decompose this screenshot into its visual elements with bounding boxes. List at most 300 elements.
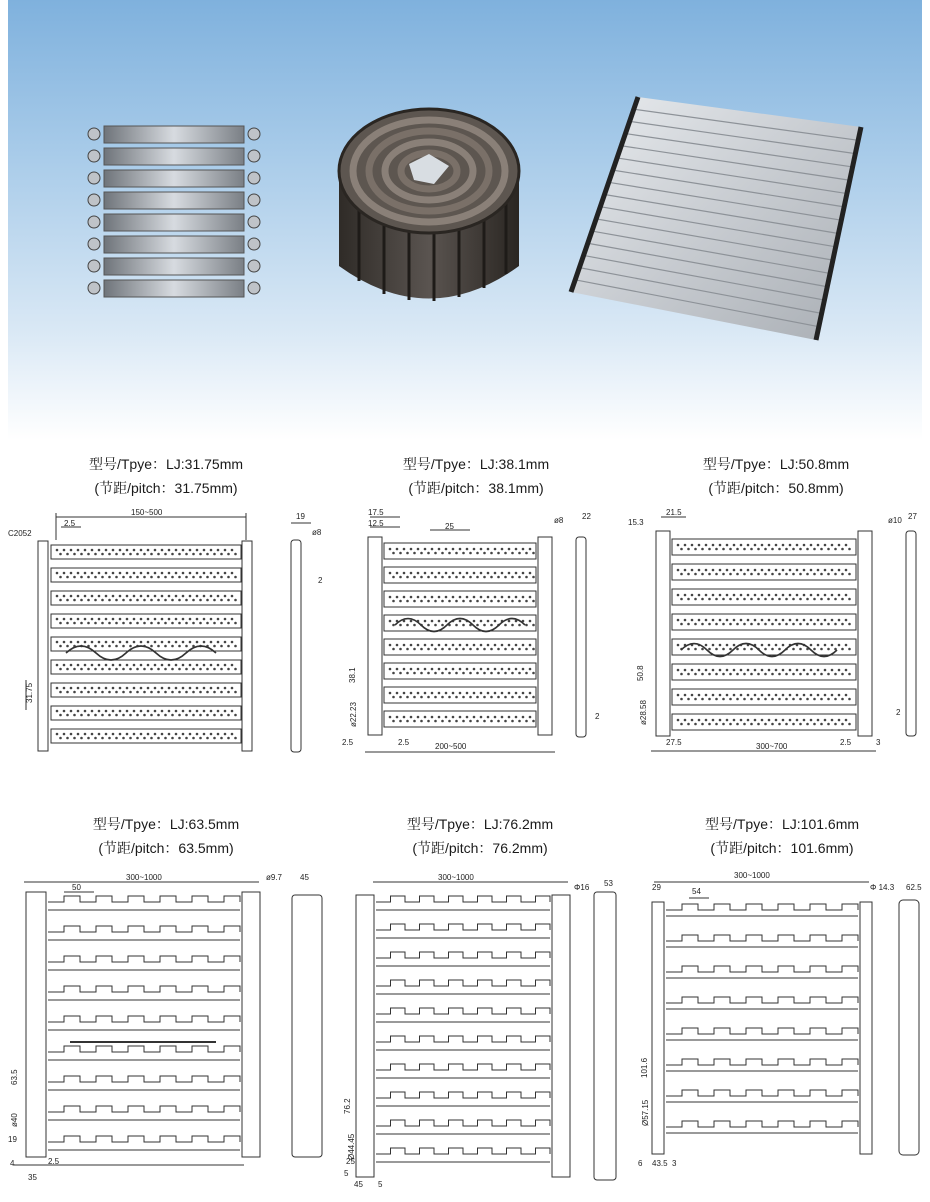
plate-hole bbox=[392, 576, 395, 579]
plate-hole bbox=[112, 572, 115, 575]
plate-edge bbox=[666, 904, 858, 910]
plate-hole bbox=[420, 648, 423, 651]
plate-hole bbox=[501, 668, 504, 671]
plate-hole bbox=[501, 596, 504, 599]
plate-hole bbox=[441, 600, 444, 603]
plate-hole bbox=[799, 648, 802, 651]
plate-hole bbox=[175, 710, 178, 713]
plate-hole bbox=[831, 644, 834, 647]
plate-hole bbox=[168, 641, 171, 644]
plate-hole bbox=[827, 598, 830, 601]
model-title: 型号/Tpye：LJ:101.6mm bbox=[704, 816, 860, 832]
plate-hole bbox=[175, 549, 178, 552]
plate-hole bbox=[136, 691, 139, 694]
plate-hole bbox=[490, 672, 493, 675]
plate-hole bbox=[487, 620, 490, 623]
dim-label: 27.5 bbox=[666, 738, 682, 747]
plate-hole bbox=[743, 598, 746, 601]
plate-hole bbox=[764, 598, 767, 601]
plate-hole bbox=[231, 664, 234, 667]
plate-hole bbox=[115, 691, 118, 694]
plate-hole bbox=[708, 573, 711, 576]
plate-hole bbox=[217, 549, 220, 552]
plate-hole bbox=[424, 716, 427, 719]
dim-label: 5 bbox=[378, 1180, 383, 1188]
plate-hole bbox=[761, 544, 764, 547]
plate-hole bbox=[452, 548, 455, 551]
plate-hole bbox=[94, 576, 97, 579]
plate-hole bbox=[119, 687, 122, 690]
plate-hole bbox=[497, 648, 500, 651]
plate-hole bbox=[112, 710, 115, 713]
plate-hole bbox=[224, 664, 227, 667]
plate-hole bbox=[733, 644, 736, 647]
plate-hole bbox=[764, 673, 767, 676]
plate-hole bbox=[715, 573, 718, 576]
plate-hole bbox=[101, 553, 104, 556]
chain-plate bbox=[104, 148, 244, 165]
plate-hole bbox=[768, 669, 771, 672]
plate-hole bbox=[750, 648, 753, 651]
plate-hole bbox=[698, 719, 701, 722]
plate-hole bbox=[399, 720, 402, 723]
plate-hole bbox=[469, 672, 472, 675]
plate-hole bbox=[112, 618, 115, 621]
plate-hole bbox=[466, 668, 469, 671]
plate-hole bbox=[459, 644, 462, 647]
plate-hole bbox=[810, 644, 813, 647]
plate-hole bbox=[445, 620, 448, 623]
plate-hole bbox=[733, 569, 736, 572]
plate-hole bbox=[154, 733, 157, 736]
plate-hole bbox=[483, 672, 486, 675]
plate-hole bbox=[743, 723, 746, 726]
plate-hole bbox=[220, 645, 223, 648]
plate-hole bbox=[112, 549, 115, 552]
plate-hole bbox=[87, 553, 90, 556]
plate-hole bbox=[757, 723, 760, 726]
plate-hole bbox=[813, 648, 816, 651]
plate-hole bbox=[441, 552, 444, 555]
plate-hole bbox=[473, 716, 476, 719]
plate-hole bbox=[525, 600, 528, 603]
model-title: 型号/Tpye：LJ:50.8mm bbox=[702, 456, 850, 472]
plate-hole bbox=[459, 692, 462, 695]
plate-hole bbox=[129, 737, 132, 740]
plate-hole bbox=[143, 599, 146, 602]
chain-roller bbox=[248, 216, 260, 228]
plate-hole bbox=[210, 572, 213, 575]
technical-drawing-lj38-1 bbox=[340, 505, 620, 760]
plate-hole bbox=[231, 641, 234, 644]
plate-hole bbox=[785, 723, 788, 726]
dim-label: 19 bbox=[8, 1135, 17, 1144]
plate-hole bbox=[522, 692, 525, 695]
plate-hole bbox=[154, 710, 157, 713]
plate-hole bbox=[406, 552, 409, 555]
plate-edge bbox=[48, 1046, 240, 1052]
plate-hole bbox=[192, 622, 195, 625]
plate-hole bbox=[178, 553, 181, 556]
plate-hole bbox=[782, 569, 785, 572]
plate-hole bbox=[810, 669, 813, 672]
plate-hole bbox=[532, 624, 535, 627]
plate-hole bbox=[178, 622, 181, 625]
plate-hole bbox=[220, 622, 223, 625]
plate-hole bbox=[747, 544, 750, 547]
plate-hole bbox=[126, 687, 129, 690]
plate-hole bbox=[778, 698, 781, 701]
plate-hole bbox=[224, 595, 227, 598]
plate-hole bbox=[126, 710, 129, 713]
plate-hole bbox=[192, 553, 195, 556]
plate-hole bbox=[63, 549, 66, 552]
plate-hole bbox=[494, 596, 497, 599]
chain-roller bbox=[88, 128, 100, 140]
plate-edge bbox=[666, 997, 858, 1003]
plate-hole bbox=[834, 573, 837, 576]
dim-label: 2.5 bbox=[48, 1157, 60, 1166]
plate-outline bbox=[51, 591, 241, 605]
plate-hole bbox=[161, 595, 164, 598]
plate-hole bbox=[715, 648, 718, 651]
plate-hole bbox=[796, 669, 799, 672]
plate-hole bbox=[522, 548, 525, 551]
plate-hole bbox=[80, 668, 83, 671]
plate-hole bbox=[529, 692, 532, 695]
plate-hole bbox=[747, 694, 750, 697]
plate-hole bbox=[126, 572, 129, 575]
dim-label: 5 bbox=[344, 1169, 349, 1178]
plate-hole bbox=[750, 723, 753, 726]
plate-hole bbox=[129, 599, 132, 602]
plate-hole bbox=[841, 673, 844, 676]
plate-hole bbox=[178, 599, 181, 602]
plate-hole bbox=[231, 687, 234, 690]
plate-hole bbox=[511, 576, 514, 579]
plate-hole bbox=[462, 624, 465, 627]
plate-hole bbox=[133, 687, 136, 690]
plate-hole bbox=[234, 691, 237, 694]
plate-hole bbox=[175, 687, 178, 690]
plate-hole bbox=[171, 737, 174, 740]
plate-hole bbox=[743, 623, 746, 626]
plate-hole bbox=[452, 716, 455, 719]
plate-hole bbox=[105, 687, 108, 690]
plate-hole bbox=[438, 596, 441, 599]
plate-hole bbox=[182, 733, 185, 736]
plate-hole bbox=[70, 710, 73, 713]
model-title: 型号/Tpye：LJ:38.1mm bbox=[402, 456, 550, 472]
plate-hole bbox=[757, 698, 760, 701]
plate-hole bbox=[399, 696, 402, 699]
plate-hole bbox=[677, 619, 680, 622]
plate-hole bbox=[494, 548, 497, 551]
plate-hole bbox=[56, 641, 59, 644]
plate-hole bbox=[796, 544, 799, 547]
plate-hole bbox=[234, 576, 237, 579]
plate-hole bbox=[487, 572, 490, 575]
plate-hole bbox=[220, 599, 223, 602]
plate-hole bbox=[677, 644, 680, 647]
plate-hole bbox=[757, 598, 760, 601]
plate-hole bbox=[831, 569, 834, 572]
plate-hole bbox=[455, 720, 458, 723]
plate-hole bbox=[231, 618, 234, 621]
plate-hole bbox=[234, 714, 237, 717]
plate-hole bbox=[729, 573, 732, 576]
plate-hole bbox=[234, 553, 237, 556]
plate-hole bbox=[511, 648, 514, 651]
plate-hole bbox=[234, 622, 237, 625]
plate-hole bbox=[389, 716, 392, 719]
plate-hole bbox=[452, 668, 455, 671]
plate-hole bbox=[740, 694, 743, 697]
dim-label: 22 bbox=[582, 512, 591, 521]
plate-hole bbox=[84, 687, 87, 690]
plate-hole bbox=[220, 668, 223, 671]
plate-hole bbox=[157, 668, 160, 671]
plate-hole bbox=[820, 723, 823, 726]
dim-label: Φ 14.3 bbox=[870, 883, 895, 892]
plate-hole bbox=[845, 619, 848, 622]
plate-hole bbox=[817, 594, 820, 597]
plate-hole bbox=[441, 624, 444, 627]
plate-hole bbox=[392, 624, 395, 627]
plate-hole bbox=[820, 548, 823, 551]
plate-hole bbox=[775, 669, 778, 672]
model-caption-lj101-6 bbox=[632, 812, 930, 860]
plate-hole bbox=[691, 594, 694, 597]
plate-hole bbox=[445, 716, 448, 719]
plate-hole bbox=[217, 733, 220, 736]
plate-hole bbox=[59, 691, 62, 694]
plate-hole bbox=[827, 623, 830, 626]
plate-hole bbox=[154, 664, 157, 667]
plate-hole bbox=[532, 720, 535, 723]
plate-hole bbox=[56, 687, 59, 690]
plate-edge bbox=[666, 935, 858, 941]
plate-hole bbox=[768, 644, 771, 647]
plate-hole bbox=[157, 599, 160, 602]
plate-hole bbox=[59, 668, 62, 671]
plate-outline bbox=[51, 729, 241, 743]
model-caption-lj63-5 bbox=[16, 812, 316, 860]
plate-hole bbox=[80, 622, 83, 625]
plate-hole bbox=[108, 714, 111, 717]
plate-hole bbox=[87, 691, 90, 694]
plate-hole bbox=[217, 572, 220, 575]
plate-hole bbox=[817, 644, 820, 647]
plate-hole bbox=[501, 716, 504, 719]
plate-outline bbox=[384, 639, 536, 655]
plate-hole bbox=[768, 594, 771, 597]
plate-hole bbox=[750, 573, 753, 576]
plate-hole bbox=[736, 598, 739, 601]
plate-hole bbox=[87, 737, 90, 740]
plate-hole bbox=[701, 598, 704, 601]
plate-hole bbox=[66, 645, 69, 648]
plate-hole bbox=[687, 673, 690, 676]
plate-hole bbox=[213, 691, 216, 694]
dim-label: 29 bbox=[652, 883, 661, 892]
plate-hole bbox=[438, 620, 441, 623]
plate-hole bbox=[185, 553, 188, 556]
plate-hole bbox=[227, 576, 230, 579]
plate-hole bbox=[476, 576, 479, 579]
plate-hole bbox=[389, 596, 392, 599]
plate-hole bbox=[511, 600, 514, 603]
plate-hole bbox=[182, 549, 185, 552]
plate-hole bbox=[504, 672, 507, 675]
plate-hole bbox=[698, 694, 701, 697]
plate-hole bbox=[684, 544, 687, 547]
plate-hole bbox=[126, 733, 129, 736]
plate-hole bbox=[722, 648, 725, 651]
plate-hole bbox=[171, 691, 174, 694]
plate-hole bbox=[736, 623, 739, 626]
plate-hole bbox=[778, 598, 781, 601]
plate-hole bbox=[147, 641, 150, 644]
plate-hole bbox=[532, 576, 535, 579]
plate-hole bbox=[838, 669, 841, 672]
dim-label: Ø44.45 bbox=[347, 1133, 356, 1160]
plate-hole bbox=[154, 572, 157, 575]
plate-hole bbox=[182, 618, 185, 621]
plate-hole bbox=[719, 569, 722, 572]
plate-hole bbox=[705, 619, 708, 622]
plate-hole bbox=[122, 576, 125, 579]
plate-hole bbox=[420, 672, 423, 675]
dim-label: 27 bbox=[908, 512, 917, 521]
plate-hole bbox=[136, 714, 139, 717]
dim-label: ø28.58 bbox=[639, 700, 648, 725]
plate-hole bbox=[122, 553, 125, 556]
plate-hole bbox=[687, 548, 690, 551]
plate-hole bbox=[715, 548, 718, 551]
plate-hole bbox=[761, 569, 764, 572]
plate-outline bbox=[384, 543, 536, 559]
plate-hole bbox=[820, 648, 823, 651]
plate-edge bbox=[376, 980, 550, 986]
plate-hole bbox=[459, 596, 462, 599]
plate-hole bbox=[399, 576, 402, 579]
plate-hole bbox=[775, 619, 778, 622]
plate-hole bbox=[389, 572, 392, 575]
plate-hole bbox=[796, 569, 799, 572]
plate-hole bbox=[736, 573, 739, 576]
plate-hole bbox=[224, 641, 227, 644]
plate-hole bbox=[726, 594, 729, 597]
plate-hole bbox=[827, 698, 830, 701]
plate-hole bbox=[473, 644, 476, 647]
plate-hole bbox=[224, 733, 227, 736]
plate-hole bbox=[434, 576, 437, 579]
plate-hole bbox=[224, 572, 227, 575]
plate-hole bbox=[778, 548, 781, 551]
plate-hole bbox=[806, 598, 809, 601]
plate-hole bbox=[182, 595, 185, 598]
plate-hole bbox=[136, 737, 139, 740]
plate-hole bbox=[143, 576, 146, 579]
plate-hole bbox=[705, 719, 708, 722]
plate-hole bbox=[129, 576, 132, 579]
plate-hole bbox=[448, 600, 451, 603]
plate-hole bbox=[733, 669, 736, 672]
plate-hole bbox=[764, 698, 767, 701]
plate-hole bbox=[715, 673, 718, 676]
plate-hole bbox=[185, 714, 188, 717]
plate-hole bbox=[224, 710, 227, 713]
model-title: 型号/Tpye：LJ:76.2mm bbox=[406, 816, 554, 832]
plate-hole bbox=[84, 595, 87, 598]
plate-hole bbox=[417, 596, 420, 599]
model-pitch: (节距/pitch：76.2mm) bbox=[412, 840, 548, 856]
plate-hole bbox=[775, 644, 778, 647]
plate-hole bbox=[213, 714, 216, 717]
plate-hole bbox=[406, 624, 409, 627]
plate-hole bbox=[147, 664, 150, 667]
plate-hole bbox=[199, 553, 202, 556]
plate-hole bbox=[56, 549, 59, 552]
dim-label: 2.5 bbox=[398, 738, 410, 747]
plate-hole bbox=[469, 720, 472, 723]
plate-hole bbox=[740, 594, 743, 597]
plate-hole bbox=[761, 719, 764, 722]
plate-hole bbox=[462, 576, 465, 579]
plate-edge bbox=[376, 1036, 550, 1042]
plate-hole bbox=[462, 720, 465, 723]
plate-hole bbox=[77, 687, 80, 690]
plate-hole bbox=[210, 710, 213, 713]
plate-hole bbox=[719, 669, 722, 672]
dim-label: 19 bbox=[296, 512, 305, 521]
plate-hole bbox=[129, 668, 132, 671]
dim-label: 12.5 bbox=[368, 519, 384, 528]
plate-hole bbox=[448, 552, 451, 555]
plate-hole bbox=[483, 648, 486, 651]
plate-hole bbox=[810, 619, 813, 622]
plate-hole bbox=[789, 669, 792, 672]
plate-hole bbox=[84, 641, 87, 644]
plate-hole bbox=[424, 548, 427, 551]
plate-hole bbox=[119, 664, 122, 667]
plate-hole bbox=[403, 644, 406, 647]
plate-hole bbox=[750, 623, 753, 626]
plate-hole bbox=[171, 714, 174, 717]
plate-hole bbox=[140, 572, 143, 575]
plate-hole bbox=[445, 572, 448, 575]
rolled-chain-plate-belt-photo bbox=[334, 96, 524, 316]
plate-outline bbox=[672, 539, 856, 555]
dim-label: ø22.23 bbox=[349, 702, 358, 727]
plate-edge bbox=[48, 1136, 240, 1142]
plate-hole bbox=[705, 544, 708, 547]
plate-hole bbox=[841, 648, 844, 651]
plate-hole bbox=[764, 623, 767, 626]
plate-hole bbox=[715, 723, 718, 726]
plate-hole bbox=[817, 619, 820, 622]
plate-hole bbox=[712, 719, 715, 722]
plate-hole bbox=[217, 618, 220, 621]
plate-hole bbox=[220, 737, 223, 740]
plate-hole bbox=[189, 641, 192, 644]
plate-hole bbox=[848, 723, 851, 726]
plate-hole bbox=[161, 733, 164, 736]
plate-hole bbox=[525, 696, 528, 699]
dim-label: 2.5 bbox=[64, 519, 76, 528]
chain-plate bbox=[104, 236, 244, 253]
